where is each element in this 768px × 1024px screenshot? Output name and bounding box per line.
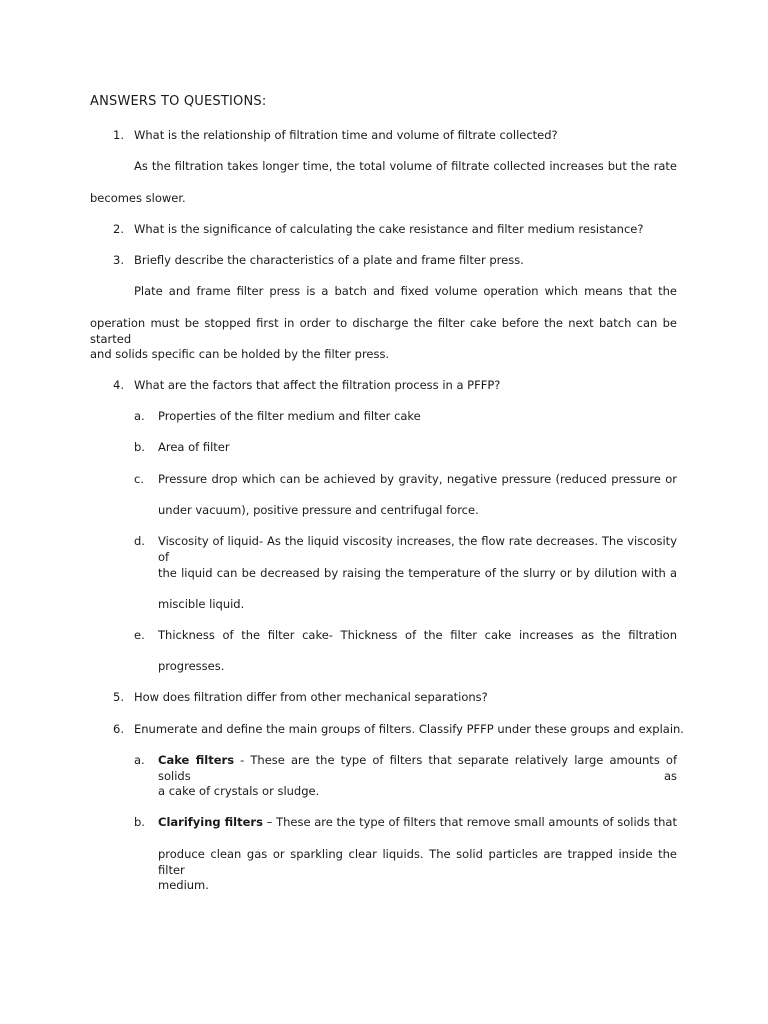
definition-text: – These are the type of filters that remove small amounts of solids that [262, 815, 677, 829]
item-line: under vacuum), positive pressure and centrifugal force. [158, 503, 479, 517]
term-clarifying-filters: Clarifying filters [158, 815, 263, 829]
item-letter: b. [134, 815, 145, 829]
question-number: 4. [113, 378, 124, 392]
item-line [158, 814, 677, 830]
question-text: Briefly describe the characteristics of a plate and frame filter press. [134, 253, 524, 267]
item-line: miscible liquid. [158, 597, 245, 611]
item-letter: d. [134, 534, 145, 548]
answer-line: As the filtration takes longer time, the total volume of filtrate collected increases but the rate [134, 159, 677, 173]
item-line: progresses. [158, 659, 225, 673]
item-line: a cake of crystals or sludge. [158, 784, 320, 798]
question-number: 3. [113, 253, 124, 267]
item-line: medium. [158, 878, 209, 892]
answer-line: and solids specific can be holded by the filter press. [90, 347, 390, 361]
item-letter: a. [134, 409, 145, 423]
question-text: What is the relationship of filtration time and volume of filtrate collected? [134, 128, 558, 142]
item-line: Viscosity of liquid- As the liquid viscosity increases, the flow rate decreases. The viscosity of [158, 534, 677, 564]
question-number: 2. [113, 222, 124, 236]
item-line: produce clean gas or sparkling clear liquids. The solid particles are trapped inside the filter [158, 847, 677, 877]
item-letter: e. [134, 628, 145, 642]
question-text: What are the factors that affect the filtration process in a PFFP? [134, 378, 501, 392]
item-line: the liquid can be decreased by raising the temperature of the slurry or by dilution with a [158, 566, 677, 580]
question-text: How does filtration differ from other mechanical separations? [134, 690, 488, 704]
item-line: Pressure drop which can be achieved by gravity, negative pressure (reduced pressure or [158, 472, 677, 486]
item-line: Area of filter [158, 440, 230, 454]
question-text: Enumerate and define the main groups of filters. Classify PFFP under these groups and explain. [134, 722, 684, 736]
item-line: Properties of the filter medium and filter cake [158, 409, 421, 423]
question-number: 1. [113, 128, 124, 142]
question-text: What is the significance of calculating the cake resistance and filter medium resistance? [134, 222, 644, 236]
term-cake-filters: Cake filters [158, 753, 235, 767]
question-number: 5. [113, 690, 124, 704]
question-number: 6. [113, 722, 124, 736]
answer-line: operation must be stopped first in order to discharge the filter cake before the next batch can be started [90, 316, 677, 346]
item-letter: b. [134, 440, 145, 454]
definition-text: - These are the type of filters that separate relatively large amounts of solids as [158, 753, 677, 783]
item-letter: c. [134, 472, 144, 486]
item-line: Thickness of the filter cake- Thickness of the filter cake increases as the filtration [158, 628, 677, 642]
item-line [158, 752, 677, 784]
answer-line: Plate and frame filter press is a batch and fixed volume operation which means that the [134, 284, 677, 298]
item-letter: a. [134, 753, 145, 767]
answer-line: becomes slower. [90, 191, 186, 205]
page-title: ANSWERS TO QUESTIONS: [90, 94, 267, 109]
